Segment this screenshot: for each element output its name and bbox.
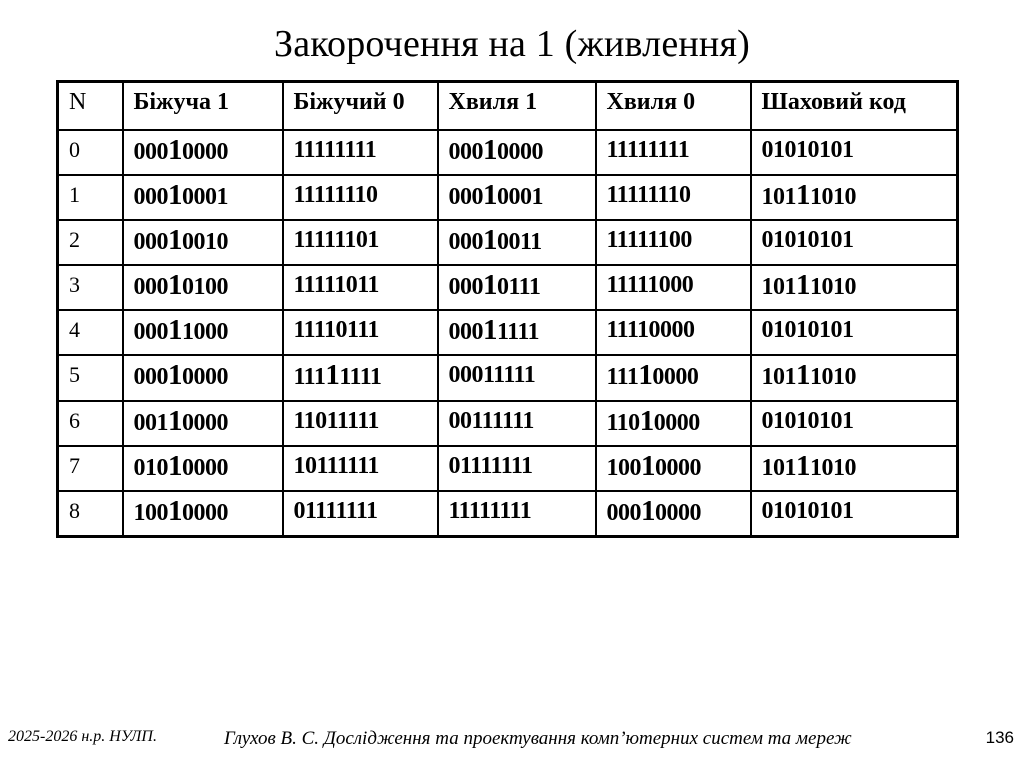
cell-wave-one: 00011111 bbox=[438, 355, 596, 400]
cell-wave-one: 00011111 bbox=[438, 310, 596, 355]
table-body bbox=[58, 130, 958, 537]
cell-wave-zero: 10010000 bbox=[596, 446, 751, 491]
cell-wave-one: 00010001 bbox=[438, 175, 596, 220]
highlighted-bit: 1 bbox=[641, 449, 655, 482]
highlighted-bit: 1 bbox=[168, 269, 182, 302]
cell-wave-one: 01111111 bbox=[438, 446, 596, 491]
cell-running-one: 00010100 bbox=[123, 265, 283, 310]
column-header-wave-zero: Хвиля 0 bbox=[596, 82, 751, 131]
highlighted-bit: 1 bbox=[483, 179, 497, 212]
highlighted-bit: 1 bbox=[638, 359, 653, 392]
highlighted-bit: 1 bbox=[796, 359, 810, 392]
highlighted-bit: 1 bbox=[796, 179, 810, 212]
cell-wave-zero: 11110000 bbox=[596, 310, 751, 355]
cell-checkerboard: 10111010 bbox=[751, 355, 958, 400]
cell-running-zero: 11011111 bbox=[283, 401, 438, 446]
column-header-wave-one: Хвиля 1 bbox=[438, 82, 596, 131]
table-row bbox=[58, 220, 958, 265]
cell-wave-zero: 11110000 bbox=[596, 355, 751, 400]
cell-running-one: 00011000 bbox=[123, 310, 283, 355]
cell-checkerboard: 10111010 bbox=[751, 446, 958, 491]
row-index-cell: 3 bbox=[58, 265, 123, 310]
cell-wave-one: 00010111 bbox=[438, 265, 596, 310]
cell-running-zero: 01111111 bbox=[283, 491, 438, 537]
highlighted-bit: 1 bbox=[641, 494, 655, 527]
highlighted-bit: 1 bbox=[168, 314, 182, 347]
table-header-row bbox=[58, 82, 958, 131]
row-index-cell: 2 bbox=[58, 220, 123, 265]
page-number: 136 bbox=[985, 728, 1014, 747]
cell-wave-zero: 11111100 bbox=[596, 220, 751, 265]
cell-running-zero: 11111111 bbox=[283, 355, 438, 400]
cell-running-zero: 11111110 bbox=[283, 175, 438, 220]
column-header-n: N bbox=[58, 82, 123, 131]
highlighted-bit: 1 bbox=[483, 224, 497, 257]
cell-checkerboard: 10111010 bbox=[751, 175, 958, 220]
cell-checkerboard: 01010101 bbox=[751, 491, 958, 537]
table-row bbox=[58, 310, 958, 355]
slide-title: Закорочення на 1 (живлення) bbox=[273, 23, 750, 65]
cell-wave-zero: 11111110 bbox=[596, 175, 751, 220]
cell-wave-zero: 11111111 bbox=[596, 130, 751, 175]
cell-checkerboard: 01010101 bbox=[751, 310, 958, 355]
cell-wave-zero: 00010000 bbox=[596, 491, 751, 537]
cell-wave-one: 00010011 bbox=[438, 220, 596, 265]
table-row bbox=[58, 491, 958, 537]
row-index-cell: 7 bbox=[58, 446, 123, 491]
highlighted-bit: 1 bbox=[483, 269, 497, 302]
cell-wave-zero: 11010000 bbox=[596, 401, 751, 446]
highlighted-bit: 1 bbox=[168, 134, 182, 166]
table-row bbox=[58, 355, 958, 400]
cell-wave-zero: 11111000 bbox=[596, 265, 751, 310]
row-index-cell: 8 bbox=[58, 491, 123, 537]
cell-running-zero: 11111011 bbox=[283, 265, 438, 310]
cell-wave-one: 00111111 bbox=[438, 401, 596, 446]
highlighted-bit: 1 bbox=[168, 449, 182, 482]
highlighted-bit: 1 bbox=[325, 359, 340, 392]
highlighted-bit: 1 bbox=[168, 224, 182, 257]
cell-running-zero: 11111101 bbox=[283, 220, 438, 265]
footer-course-title: Глухов В. С. Дослідження та проектування комп’ютерних систем та мереж bbox=[224, 728, 852, 749]
highlighted-bit: 1 bbox=[796, 269, 810, 302]
highlighted-bit: 1 bbox=[796, 449, 810, 482]
code-table-container bbox=[56, 80, 956, 538]
table-row bbox=[58, 446, 958, 491]
footer-academic-year: 2025-2026 н.р. НУЛП. bbox=[8, 728, 157, 745]
column-header-running-one: Біжуча 1 bbox=[123, 82, 283, 131]
cell-checkerboard: 01010101 bbox=[751, 130, 958, 175]
highlighted-bit: 1 bbox=[168, 359, 182, 392]
column-header-running-zero: Біжучий 0 bbox=[283, 82, 438, 131]
cell-running-zero: 11110111 bbox=[283, 310, 438, 355]
highlighted-bit: 1 bbox=[483, 314, 497, 347]
cell-running-one: 00010000 bbox=[123, 355, 283, 400]
table-row bbox=[58, 130, 958, 175]
row-index-cell: 6 bbox=[58, 401, 123, 446]
cell-checkerboard: 01010101 bbox=[751, 220, 958, 265]
highlighted-bit: 1 bbox=[639, 404, 654, 437]
cell-running-one: 00010010 bbox=[123, 220, 283, 265]
cell-running-one: 01010000 bbox=[123, 446, 283, 491]
table-row bbox=[58, 401, 958, 446]
column-header-checkerboard: Шаховий код bbox=[751, 82, 958, 131]
code-table bbox=[56, 80, 959, 538]
highlighted-bit: 1 bbox=[168, 179, 182, 212]
highlighted-bit: 1 bbox=[168, 494, 182, 527]
highlighted-bit: 1 bbox=[168, 404, 182, 437]
cell-running-zero: 11111111 bbox=[283, 130, 438, 175]
row-index-cell: 0 bbox=[58, 130, 123, 175]
row-index-cell: 1 bbox=[58, 175, 123, 220]
cell-checkerboard: 10111010 bbox=[751, 265, 958, 310]
cell-running-one: 00110000 bbox=[123, 401, 283, 446]
row-index-cell: 5 bbox=[58, 355, 123, 400]
cell-wave-one: 00010000 bbox=[438, 130, 596, 175]
cell-running-zero: 10111111 bbox=[283, 446, 438, 491]
cell-running-one: 10010000 bbox=[123, 491, 283, 537]
cell-checkerboard: 01010101 bbox=[751, 401, 958, 446]
table-row bbox=[58, 265, 958, 310]
table-row bbox=[58, 175, 958, 220]
row-index-cell: 4 bbox=[58, 310, 123, 355]
cell-running-one: 00010000 bbox=[123, 130, 283, 175]
cell-running-one: 00010001 bbox=[123, 175, 283, 220]
highlighted-bit: 1 bbox=[483, 134, 497, 166]
cell-wave-one: 11111111 bbox=[438, 491, 596, 537]
